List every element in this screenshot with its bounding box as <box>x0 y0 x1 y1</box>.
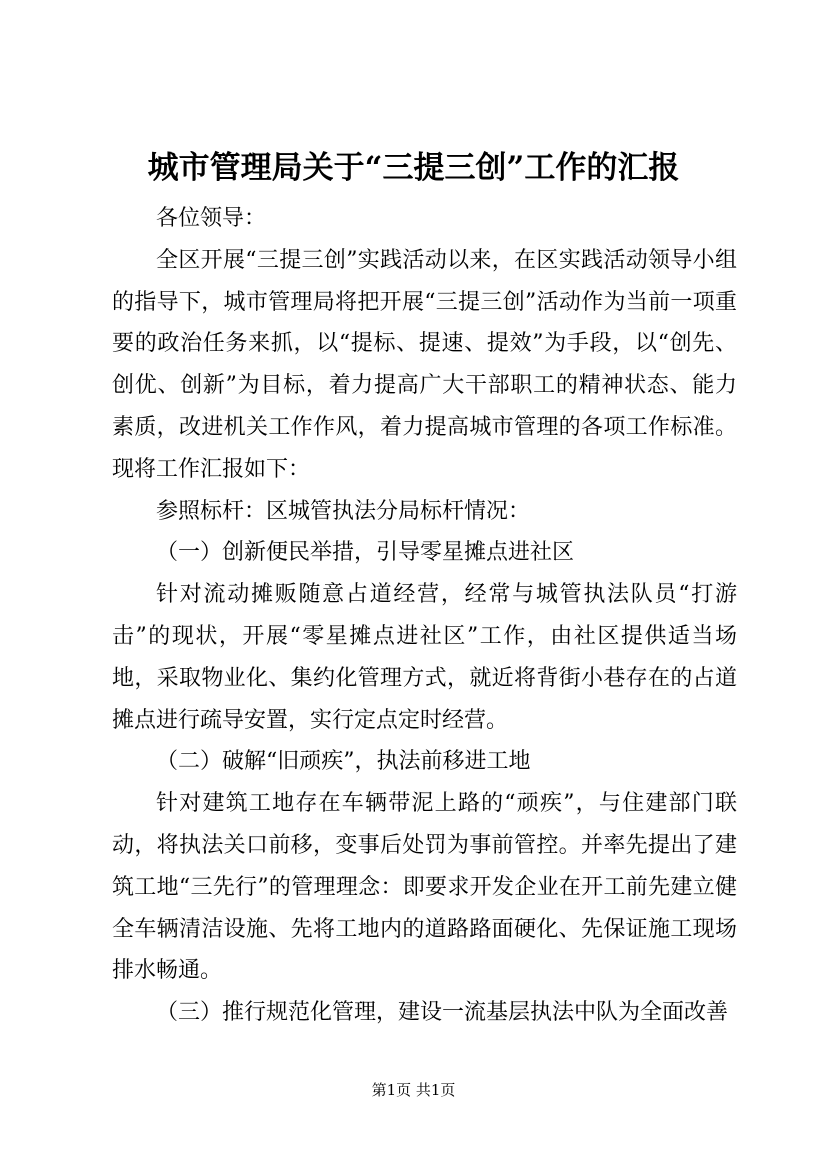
section-heading-3: （三）推行规范化管理，建设一流基层执法中队为全面改善 <box>156 1000 729 1026</box>
salutation-paragraph: 各位领导： <box>156 206 267 231</box>
section-paragraph-1: 针对流动摊贩随意占道经营，经常与城管执法队员“打游击”的现状，开展“零星摊点进社区”工作，由社区提供适当场地，采取物业化、集约化管理方式，就近将背街小巷存在的占道摊点进行疏导安置，实行定点定时经营。 <box>112 582 737 733</box>
section-heading-1: （一）创新便民举措，引导零星摊点进社区 <box>156 540 575 566</box>
benchmark-paragraph: 参照标杆：区城管执法分局标杆情况： <box>156 498 531 524</box>
document-title: 城市管理局关于“三提三创”工作的汇报 <box>147 150 680 186</box>
page-footer: 第1页 共1页 <box>371 1081 456 1099</box>
intro-paragraph: 全区开展“三提三创”实践活动以来，在区实践活动领导小组的指导下，城市管理局将把开展“三提三创”活动作为当前一项重要的政治任务来抓，以“提标、提速、提效”为手段，以“创先、创优、创新”为目标，着力提高广大干部职工的精神状态、能力素质，改进机关工作作风，着力提高城市管理的各项工作标准。现将工作汇报如下： <box>112 247 737 482</box>
document-body <box>112 198 737 1034</box>
section-paragraph-2: 针对建筑工地存在车辆带泥上路的“顽疾”，与住建部门联动，将执法关口前移，变事后处罚为事前管控。并率先提出了建筑工地“三先行”的管理理念：即要求开发企业在开工前先建立健全车辆清洁设施、先将工地内的道路路面硬化、先保证施工现场排水畅通。 <box>112 791 737 984</box>
section-heading-2: （二）破解“旧顽疾”，执法前移进工地 <box>156 749 531 775</box>
